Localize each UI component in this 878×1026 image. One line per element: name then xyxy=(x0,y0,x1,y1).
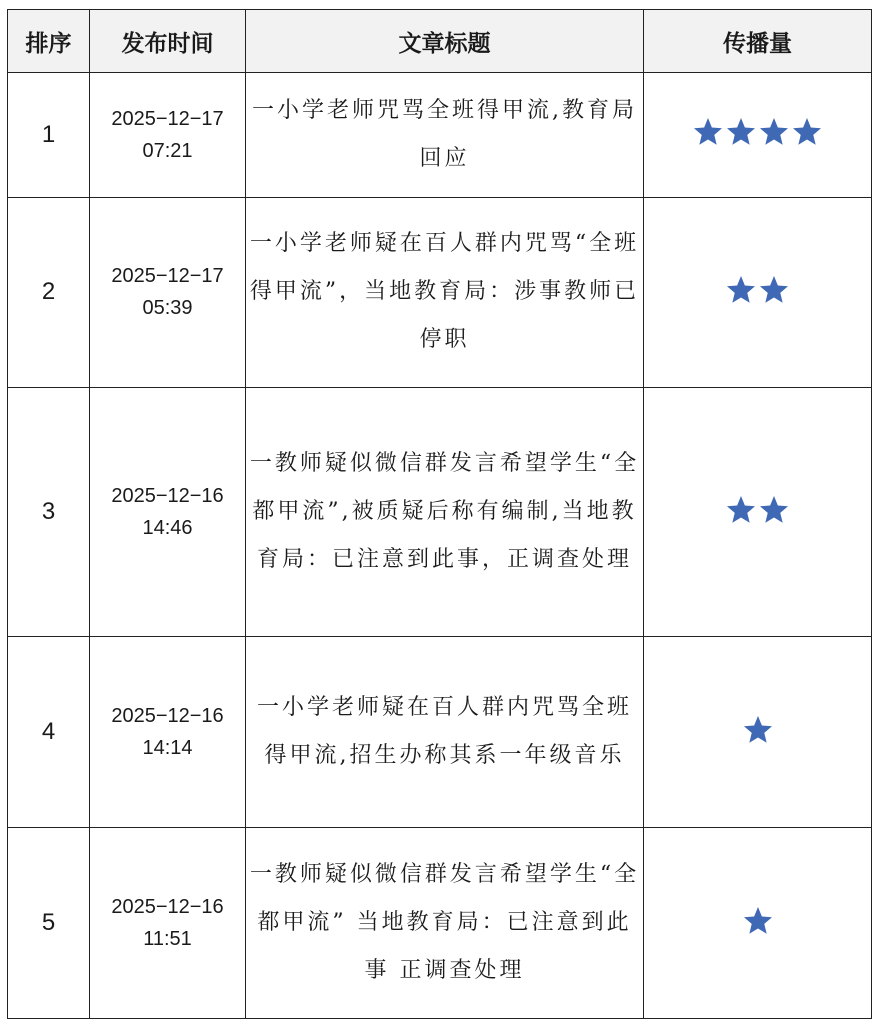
rank-cell: 1 xyxy=(8,73,90,198)
spread-cell xyxy=(644,388,872,637)
publish-time-cell xyxy=(90,828,246,1019)
publish-clock: 14:14 xyxy=(142,737,193,760)
publish-clock: 14:46 xyxy=(142,517,193,540)
spread-cell xyxy=(644,197,872,388)
star-icon xyxy=(758,116,790,148)
publish-clock: 05:39 xyxy=(142,297,193,320)
spread-cell xyxy=(644,828,872,1019)
star-rating xyxy=(725,494,790,526)
rank-cell: 5 xyxy=(8,828,90,1019)
publish-clock: 11:51 xyxy=(143,928,192,951)
publish-time-cell xyxy=(90,197,246,388)
publish-date: 2025−12−16 xyxy=(111,896,224,919)
header-rank: 排序 xyxy=(8,10,90,73)
table-row xyxy=(8,828,872,1019)
article-title-cell: 一小学老师疑在百人群内咒骂全班得甲流,招生办称其系一年级音乐 xyxy=(246,637,644,828)
table-row xyxy=(8,637,872,828)
table-row xyxy=(8,73,872,198)
spread-cell xyxy=(644,73,872,198)
table-row xyxy=(8,388,872,637)
article-title-cell: 一教师疑似微信群发言希望学生“全都甲流” 当地教育局：已注意到此事 正调查处理 xyxy=(246,828,644,1019)
star-rating xyxy=(742,714,774,746)
header-publish-time: 发布时间 xyxy=(90,10,246,73)
star-icon xyxy=(758,494,790,526)
rank-cell: 3 xyxy=(8,388,90,637)
star-icon xyxy=(791,116,823,148)
rank-cell: 4 xyxy=(8,637,90,828)
star-icon xyxy=(692,116,724,148)
star-icon xyxy=(758,274,790,306)
publish-time-cell xyxy=(90,637,246,828)
star-icon xyxy=(742,905,774,937)
publish-date: 2025−12−17 xyxy=(111,107,224,130)
star-rating xyxy=(692,116,823,148)
star-rating xyxy=(725,274,790,306)
star-rating xyxy=(742,905,774,937)
star-icon xyxy=(725,116,757,148)
article-title-cell: 一小学老师咒骂全班得甲流,教育局回应 xyxy=(246,73,644,198)
header-spread: 传播量 xyxy=(644,10,872,73)
article-title-cell: 一小学老师疑在百人群内咒骂“全班得甲流”，当地教育局：涉事教师已停职 xyxy=(246,197,644,388)
star-icon xyxy=(742,714,774,746)
publish-date: 2025−12−16 xyxy=(111,485,224,508)
publish-clock: 07:21 xyxy=(142,139,193,162)
rank-cell: 2 xyxy=(8,197,90,388)
header-row xyxy=(8,10,872,73)
publish-date: 2025−12−16 xyxy=(111,705,224,728)
spread-cell xyxy=(644,637,872,828)
star-icon xyxy=(725,494,757,526)
publish-time-cell xyxy=(90,388,246,637)
header-article-title: 文章标题 xyxy=(246,10,644,73)
star-icon xyxy=(725,274,757,306)
ranking-table xyxy=(7,9,872,1019)
publish-date: 2025−12−17 xyxy=(111,265,224,288)
article-title-cell: 一教师疑似微信群发言希望学生“全都甲流”,被质疑后称有编制,当地教育局：已注意到此事，正调查处理 xyxy=(246,388,644,637)
table-row xyxy=(8,197,872,388)
publish-time-cell xyxy=(90,73,246,198)
